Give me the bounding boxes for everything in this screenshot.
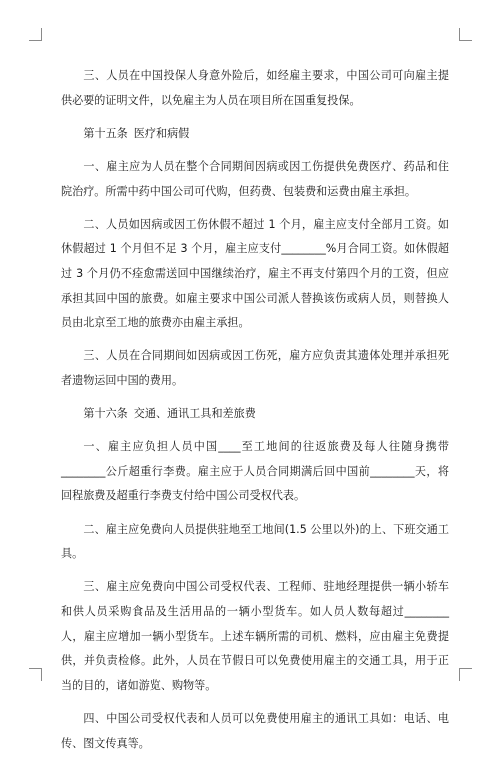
- clause-paragraph: 二、雇主应免费向人员提供驻地至工地间(1.5 公里以外)的上、下班交通工具。: [61, 522, 449, 561]
- article-heading: [61, 122, 449, 147]
- article-heading: [61, 402, 449, 427]
- clause-paragraph: 三、雇主应免费向中国公司受权代表、工程师、驻地经理提供一辆小轿车和供人员采购食品及生活用品的一辆小型货车。如人员人数每超过________人，雇主应增加一辆小型货车。上述车辆所需的司机、燃料，应由雇主免费提供，并负责检修。此外，人员在节假日可以免费使用雇主的交通工具，用于正当的目的，诸如游览、购物等。: [61, 580, 449, 692]
- clause-paragraph: 四、中国公司受权代表和人员可以免费使用雇主的通讯工具如：电话、电传、图文传真等。: [61, 712, 449, 750]
- clause-paragraph: 一、雇主应负担人员中国____至工地间的往返旅费及每人往随身携带________公斤超重行李费。雇主应于人员合同期满后回中国前________天，将回程旅费及超重行李费支付给中国公司受权代表。: [61, 440, 449, 503]
- clause-paragraph: 三、人员在中国投保人身意外险后，如经雇主要求，中国公司可向雇主提供必要的证明文件，以免雇主为人员在项目所在国重复投保。: [61, 69, 449, 107]
- clause-paragraph: 一、雇主应为人员在整个合同期间因病或因工伤提供免费医疗、药品和住院治疗。所需中药中国公司可代购，但药费、包装费和运费由雇主承担。: [61, 159, 449, 198]
- crop-mark-top-left: [29, 28, 42, 41]
- article-number: 第十六条: [83, 407, 128, 421]
- document-body: [61, 64, 449, 765]
- crop-mark-top-right: [459, 28, 472, 41]
- crop-mark-bottom-right: [459, 668, 472, 681]
- crop-mark-bottom-left: [29, 668, 42, 681]
- article-title: 医疗和病假: [133, 126, 190, 140]
- clause-paragraph: 三、人员在合同期间如因病或因工伤死，雇方应负责其遗体处理并承担死者遗物运回中国的费用。: [61, 349, 449, 387]
- article-number: 第十五条: [83, 126, 128, 140]
- clause-paragraph: 二、人员如因病或因工伤休假不超过 1 个月，雇主应支付全部月工资。如休假超过 1 个月但不足 3 个月，雇主应支付________%月合同工资。如休假超过 3 个月仍不痊愈需送回中国继续治疗，雇主不再支付第四个月的工资，但应承担其回中国的旅费。如雇主要求中国公司派人替换该伤或病人员，则替换人员由北京至工地的旅费亦由雇主承担。: [61, 217, 449, 330]
- article-title: 交通、通讯工具和差旅费: [133, 407, 256, 421]
